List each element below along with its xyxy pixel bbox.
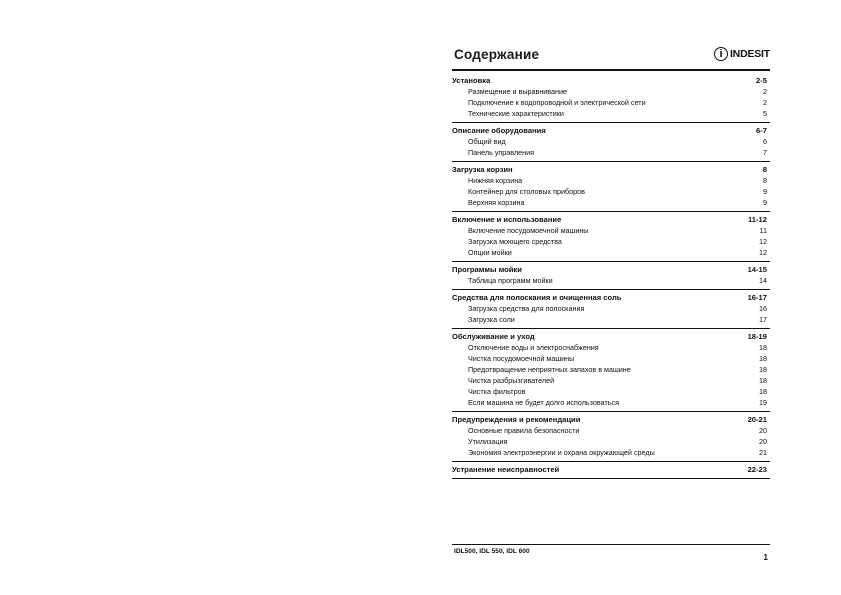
toc-section bbox=[452, 290, 770, 329]
entry-label: Чистка разбрызгивателей bbox=[468, 376, 555, 385]
entry-label: Включение посудомоечной машины bbox=[468, 226, 589, 235]
toc-section-heading[interactable] bbox=[452, 125, 770, 136]
section-pages: 20-21 bbox=[747, 415, 767, 424]
toc-entry[interactable] bbox=[452, 364, 770, 375]
section-title: Описание оборудования bbox=[452, 126, 546, 135]
entry-page: 19 bbox=[759, 398, 767, 407]
entry-page: 6 bbox=[763, 137, 767, 146]
section-pages: 18-19 bbox=[747, 332, 767, 341]
header-divider bbox=[452, 69, 770, 71]
toc-entry[interactable] bbox=[452, 147, 770, 158]
entry-page: 16 bbox=[759, 304, 767, 313]
entry-label: Экономия электроэнергии и охрана окружающей среды bbox=[468, 448, 655, 457]
toc-entry[interactable] bbox=[452, 186, 770, 197]
toc-section-heading[interactable] bbox=[452, 292, 770, 303]
section-pages: 8 bbox=[762, 165, 767, 174]
brand-logo bbox=[714, 45, 770, 63]
entry-page: 18 bbox=[759, 354, 767, 363]
entry-page: 12 bbox=[759, 248, 767, 257]
toc-entry[interactable] bbox=[452, 436, 770, 447]
entry-page: 9 bbox=[763, 187, 767, 196]
page-number: 1 bbox=[763, 553, 768, 562]
entry-page: 8 bbox=[763, 176, 767, 185]
entry-label: Основные правила безопасности bbox=[468, 426, 580, 435]
toc-section bbox=[452, 212, 770, 262]
brand-name: INDESIT bbox=[729, 48, 770, 60]
section-title: Программы мойки bbox=[452, 265, 522, 274]
toc-section bbox=[452, 412, 770, 462]
toc-entry[interactable] bbox=[452, 97, 770, 108]
toc-entry[interactable] bbox=[452, 197, 770, 208]
entry-page: 12 bbox=[759, 237, 767, 246]
entry-label: Опции мойки bbox=[468, 248, 512, 257]
entry-label: Таблица программ мойки bbox=[468, 276, 553, 285]
entry-page: 20 bbox=[759, 426, 767, 435]
toc-page bbox=[452, 42, 770, 562]
toc-entry[interactable] bbox=[452, 236, 770, 247]
toc-entry[interactable] bbox=[452, 136, 770, 147]
footer-divider bbox=[452, 544, 770, 545]
toc-section-heading[interactable] bbox=[452, 464, 770, 475]
toc-section-heading[interactable] bbox=[452, 75, 770, 86]
entry-label: Верхняя корзина bbox=[468, 198, 525, 207]
entry-page: 18 bbox=[759, 387, 767, 396]
entry-label: Подключение к водопроводной и электрической сети bbox=[468, 98, 646, 107]
toc-entry[interactable] bbox=[452, 386, 770, 397]
entry-label: Загрузка моющего средства bbox=[468, 237, 562, 246]
table-of-contents bbox=[452, 73, 770, 479]
section-title: Обслуживание и уход bbox=[452, 332, 535, 341]
toc-entry[interactable] bbox=[452, 247, 770, 258]
toc-entry[interactable] bbox=[452, 108, 770, 119]
entry-page: 2 bbox=[763, 87, 767, 96]
toc-entry[interactable] bbox=[452, 447, 770, 458]
toc-entry[interactable] bbox=[452, 425, 770, 436]
entry-page: 7 bbox=[763, 148, 767, 157]
entry-page: 21 bbox=[759, 448, 767, 457]
entry-label: Технические характеристики bbox=[468, 109, 564, 118]
toc-entry[interactable] bbox=[452, 175, 770, 186]
toc-section-heading[interactable] bbox=[452, 264, 770, 275]
toc-section bbox=[452, 262, 770, 290]
section-pages: 2-5 bbox=[756, 76, 767, 85]
toc-section-heading[interactable] bbox=[452, 164, 770, 175]
section-pages: 16-17 bbox=[747, 293, 767, 302]
entry-label: Загрузка средства для полоскания bbox=[468, 304, 585, 313]
toc-entry[interactable] bbox=[452, 342, 770, 353]
entry-page: 5 bbox=[763, 109, 767, 118]
section-pages: 22-23 bbox=[747, 465, 767, 474]
toc-entry[interactable] bbox=[452, 353, 770, 364]
toc-section bbox=[452, 329, 770, 412]
toc-section bbox=[452, 73, 770, 123]
section-title: Включение и использование bbox=[452, 215, 562, 224]
entry-page: 14 bbox=[759, 276, 767, 285]
toc-entry[interactable] bbox=[452, 86, 770, 97]
section-pages: 6-7 bbox=[756, 126, 767, 135]
entry-label: Панель управления bbox=[468, 148, 535, 157]
toc-entry[interactable] bbox=[452, 375, 770, 386]
entry-label: Если машина не будет долго использоваться bbox=[468, 398, 619, 407]
toc-entry[interactable] bbox=[452, 275, 770, 286]
section-title: Устранение неисправностей bbox=[452, 465, 560, 474]
toc-section bbox=[452, 123, 770, 162]
entry-label: Чистка посудомоечной машины bbox=[468, 354, 575, 363]
section-pages: 11-12 bbox=[747, 215, 767, 224]
entry-page: 18 bbox=[759, 343, 767, 352]
section-title: Загрузка корзин bbox=[452, 165, 513, 174]
toc-section bbox=[452, 462, 770, 479]
section-title: Установка bbox=[452, 76, 491, 85]
entry-page: 18 bbox=[759, 376, 767, 385]
toc-entry[interactable] bbox=[452, 303, 770, 314]
section-title: Средства для полоскания и очищенная соль bbox=[452, 293, 622, 302]
entry-label: Чистка фильтров bbox=[468, 387, 526, 396]
entry-label: Отключение воды и электроснабжения bbox=[468, 343, 599, 352]
entry-label: Загрузка соли bbox=[468, 315, 515, 324]
entry-label: Предотвращение неприятных запахов в машине bbox=[468, 365, 631, 374]
model-list: IDL500, IDL 550, IDL 600 bbox=[454, 548, 530, 555]
toc-section-heading[interactable] bbox=[452, 331, 770, 342]
brand-i-icon: i bbox=[714, 47, 728, 61]
entry-page: 18 bbox=[759, 365, 767, 374]
entry-page: 17 bbox=[759, 315, 767, 324]
entry-label: Контейнер для столовых приборов bbox=[468, 187, 585, 196]
entry-page: 9 bbox=[763, 198, 767, 207]
entry-label: Нижняя корзина bbox=[468, 176, 523, 185]
toc-entry[interactable] bbox=[452, 225, 770, 236]
toc-entry[interactable] bbox=[452, 314, 770, 325]
entry-label: Утилизация bbox=[468, 437, 508, 446]
page-title: Содержание bbox=[454, 47, 540, 62]
section-pages: 14-15 bbox=[747, 265, 767, 274]
entry-page: 2 bbox=[763, 98, 767, 107]
section-title: Предупреждения и рекомендации bbox=[452, 415, 581, 424]
entry-page: 11 bbox=[759, 226, 767, 235]
toc-section-heading[interactable] bbox=[452, 214, 770, 225]
entry-label: Общий вид bbox=[468, 137, 506, 146]
entry-page: 20 bbox=[759, 437, 767, 446]
toc-section-heading[interactable] bbox=[452, 414, 770, 425]
toc-entry[interactable] bbox=[452, 397, 770, 408]
entry-label: Размещение и выравнивание bbox=[468, 87, 568, 96]
toc-section bbox=[452, 162, 770, 212]
